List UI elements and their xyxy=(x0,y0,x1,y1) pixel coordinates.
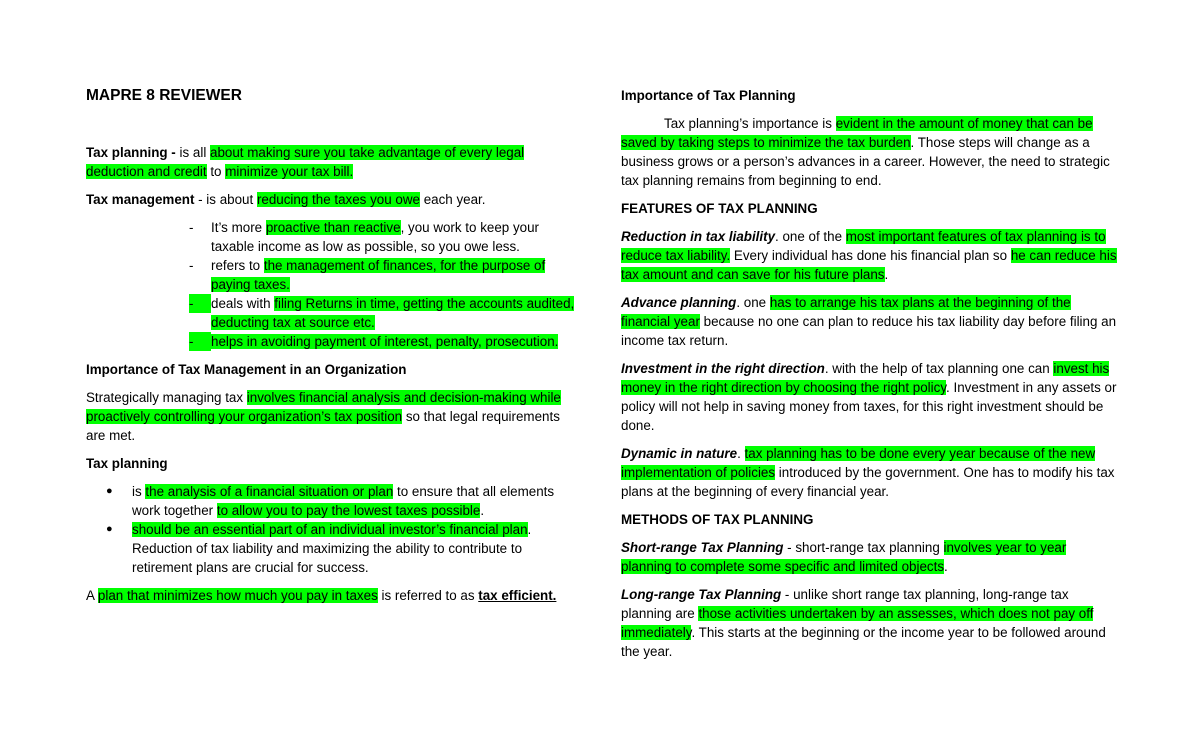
method-item: Long-range Tax Planning - unlike short range tax planning, long-range tax planning are those activities undertaken by an assesses, which does not pay off immediately. This starts at the beginning or the income year to be followed around the year. xyxy=(621,587,1106,659)
list-item: - deals with filing Returns in time, getting the accounts audited, deducting tax at source etc. xyxy=(189,296,575,330)
list-item: - helps in avoiding payment of interest, penalty, prosecution. xyxy=(189,334,559,349)
importance-management-heading: Importance of Tax Management in an Organization xyxy=(86,362,407,377)
tax-planning-list xyxy=(86,482,582,577)
list-item: ● is the analysis of a financial situation or plan to ensure that all elements work together to allow you to pay the lowest taxes possible. xyxy=(106,484,555,518)
list-item: - It’s more proactive than reactive, you work to keep your taxable income as low as possible, so you owe less. xyxy=(189,220,539,254)
right-column xyxy=(621,86,1117,670)
left-column xyxy=(86,86,582,614)
importance-planning-heading: Importance of Tax Planning xyxy=(621,88,796,103)
methods-heading: METHODS OF TAX PLANNING xyxy=(621,512,814,527)
document-title: MAPRE 8 REVIEWER xyxy=(86,87,242,104)
tax-management-list xyxy=(86,218,582,351)
tax-planning-heading: Tax planning xyxy=(86,456,168,471)
method-item: Short-range Tax Planning - short-range tax planning involves year to year planning to complete some specific and limited objects. xyxy=(621,540,1067,574)
list-item: - refers to the management of finances, for the purpose of paying taxes. xyxy=(189,258,546,292)
tax-management-definition: Tax management - is about reducing the taxes you owe each year. xyxy=(86,192,486,207)
importance-management-paragraph: Strategically managing tax involves financial analysis and decision-making while proactively controlling your organization’s tax position so that legal requirements are met. xyxy=(86,390,561,443)
tax-planning-definition: Tax planning - is all about making sure you take advantage of every legal deduction and credit to minimize your tax bill. xyxy=(86,145,525,179)
feature-item: Reduction in tax liability. one of the most important features of tax planning is to reduce tax liability. Every individual has done his financial plan so he can reduce his tax amount and can save for his future plans. xyxy=(621,229,1117,282)
features-heading: FEATURES OF TAX PLANNING xyxy=(621,201,818,216)
feature-item: Advance planning. one has to arrange his tax plans at the beginning of the financial year because no one can plan to reduce his tax liability day before filing an income tax return. xyxy=(621,295,1117,348)
feature-item: Dynamic in nature. tax planning has to be done every year because of the new implementation of policies introduced by the government. One has to modify his tax plans at the beginning of every financial year. xyxy=(621,446,1115,499)
list-item: ● should be an essential part of an individual investor’s financial plan. Reduction of tax liability and maximizing the ability to contribute to retirement plans are crucial for success. xyxy=(106,522,532,575)
feature-item: Investment in the right direction. with the help of tax planning one can invest his money in the right direction by choosing the right policy. Investment in any assets or policy will not help in saving money from taxes, for this right investment should be done. xyxy=(621,361,1117,433)
tax-efficient-paragraph: A plan that minimizes how much you pay in taxes is referred to as tax efficient. xyxy=(86,588,557,603)
importance-planning-paragraph: Tax planning’s importance is evident in the amount of money that can be saved by taking steps to minimize the tax burden. Those steps will change as a business grows or a person’s advances in a career. However, the need to strategic tax planning remains from beginning to end. xyxy=(621,116,1110,188)
